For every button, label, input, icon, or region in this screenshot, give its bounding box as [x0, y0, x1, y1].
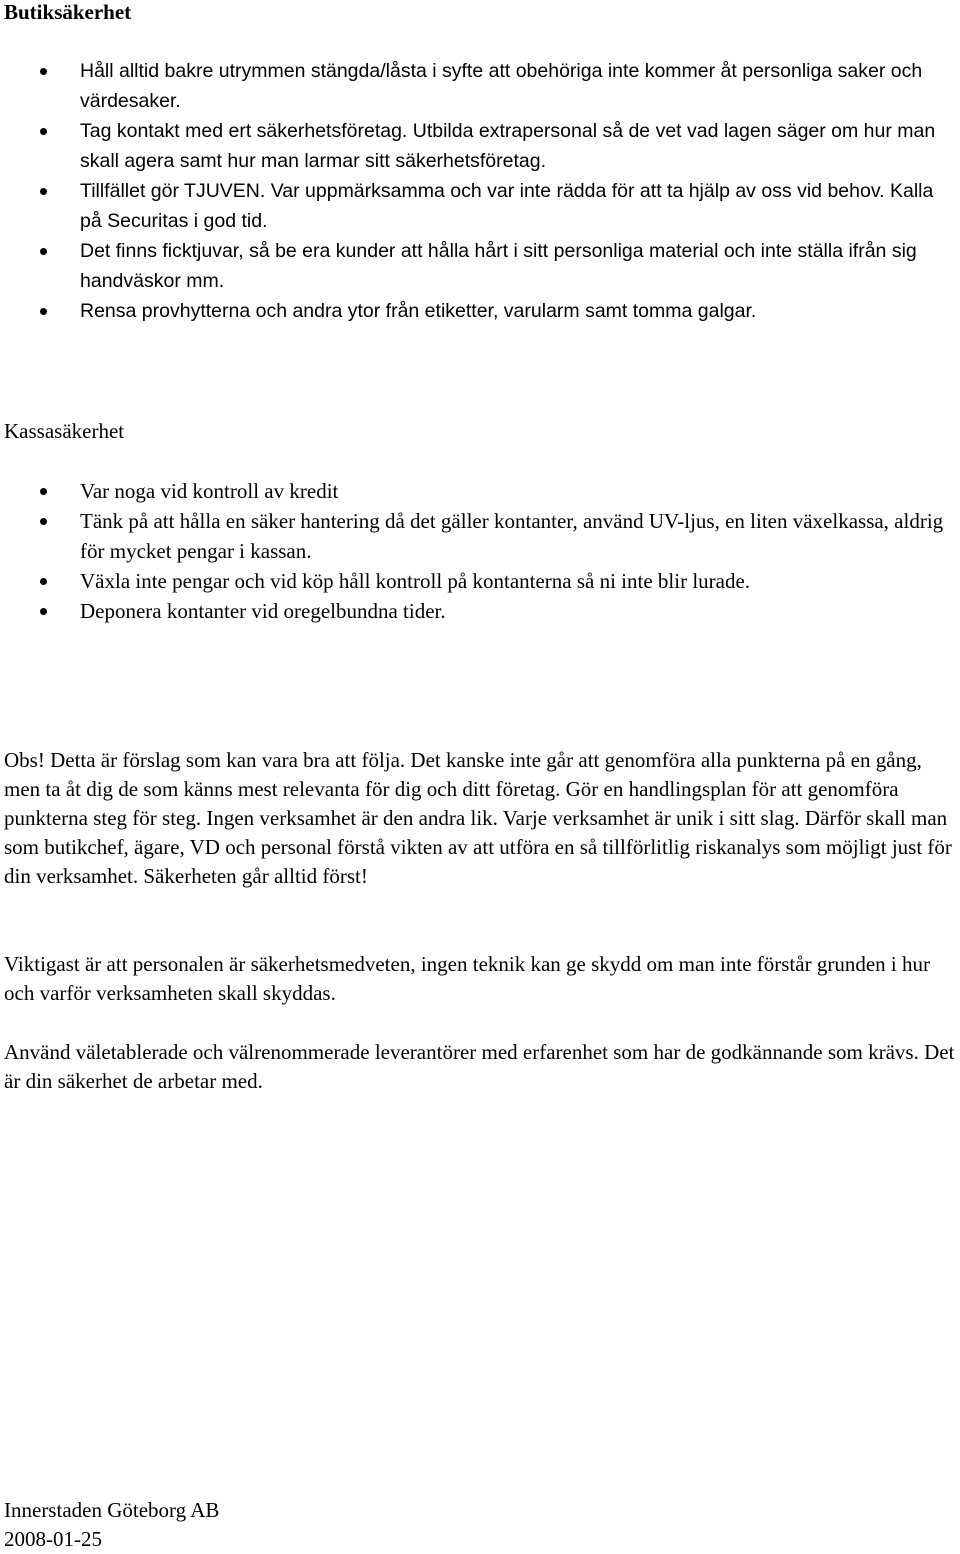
bullet-icon [40, 248, 47, 255]
note-paragraph: Obs! Detta är förslag som kan vara bra att följa. Det kanske inte går att genomföra alla punkterna på en gång, men ta åt dig de som känns mest relevanta för dig och ditt företag. Gör en handlingsplan för att genomföra punkterna steg för steg. Ingen verksamhet är den andra lik. Varje verksamhet är unik i sitt slag. Därför skall man som butikchef, ägare, VD och personal förstå vikten av att utföra en så tillförlitlig riskanalys som möjligt just för din verksamhet. Säkerheten går alltid först! [4, 748, 952, 888]
bullet-icon [40, 188, 47, 195]
supplier-paragraph: Använd väletablerade och välrenommerade leverantörer med erfarenhet som har de godkännande som krävs. Det är din säkerhet de arbetar med. [4, 1040, 955, 1093]
list-item [0, 296, 950, 326]
bullet-icon [40, 308, 47, 315]
bullet-icon [40, 128, 47, 135]
kassasakerhet-list [0, 476, 950, 626]
list-item [0, 506, 950, 566]
list-item [0, 596, 950, 626]
bullet-icon [40, 608, 47, 615]
bullet-icon [40, 578, 47, 585]
list-item-text: Håll alltid bakre utrymmen stängda/låsta i syfte att obehöriga inte kommer åt personliga saker och värdesaker. [80, 60, 923, 112]
bullet-icon [40, 518, 47, 525]
bullet-icon [40, 488, 47, 495]
list-item-text: Tänk på att hålla en säker hantering då det gäller kontanter, använd UV-ljus, en liten växelkassa, aldrig för mycket pengar i kassan. [80, 509, 944, 563]
list-item [0, 116, 950, 176]
section-title-butiksakerhet: Butiksäkerhet [4, 0, 132, 24]
list-item-text: Rensa provhytterna och andra ytor från etiketter, varularm samt tomma galgar. [80, 300, 757, 322]
list-item-text: Deponera kontanter vid oregelbundna tider. [80, 599, 446, 623]
list-item-text: Växla inte pengar och vid köp håll kontroll på kontanterna så ni inte blir lurade. [80, 569, 751, 593]
bullet-icon [40, 68, 47, 75]
list-item [0, 56, 950, 116]
list-item-text: Tillfället gör TJUVEN. Var uppmärksamma och var inte rädda för att ta hjälp av oss vid behov. Kalla på Securitas i god tid. [80, 180, 934, 232]
butiksakerhet-list [0, 56, 950, 326]
list-item [0, 566, 950, 596]
footer-date: 2008-01-25 [4, 1527, 102, 1551]
section-title-kassasakerhet: Kassasäkerhet [4, 419, 125, 443]
list-item [0, 236, 950, 296]
list-item-text: Tag kontakt med ert säkerhetsföretag. Utbilda extrapersonal så de vet vad lagen säger om hur man skall agera samt hur man larmar sitt säkerhetsföretag. [80, 120, 936, 172]
list-item [0, 176, 950, 236]
awareness-paragraph: Viktigast är att personalen är säkerhetsmedveten, ingen teknik kan ge skydd om man inte förstår grunden i hur och varför verksamheten skall skyddas. [4, 952, 930, 1005]
list-item [0, 476, 950, 506]
list-item-text: Var noga vid kontroll av kredit [80, 479, 339, 503]
list-item-text: Det finns ficktjuvar, så be era kunder att hålla hårt i sitt personliga material och inte ställa ifrån sig handväskor mm. [80, 240, 917, 292]
footer-company: Innerstaden Göteborg AB [4, 1498, 220, 1522]
